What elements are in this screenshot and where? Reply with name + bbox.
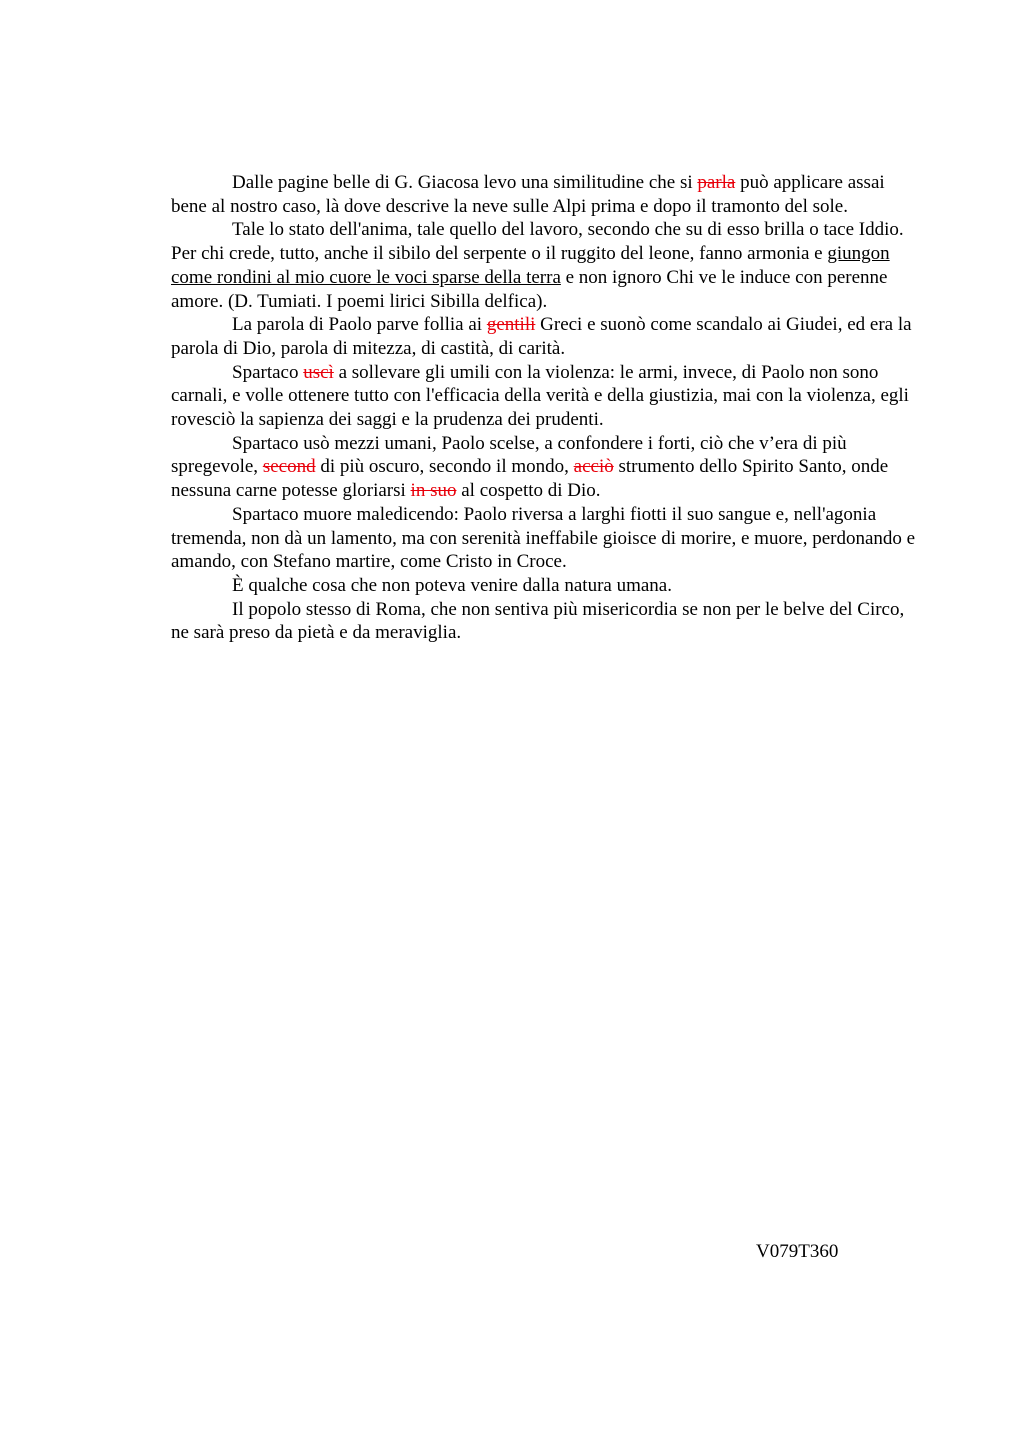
deleted-word: second <box>262 456 316 478</box>
text-segment: La parola di Paolo parve follia ai <box>232 314 487 336</box>
underlined-quote: giungon come rondini al mio cuore le voci sparse della terra <box>171 243 890 288</box>
text-segment: strumento dello Spirito Santo, onde nessuna carne potesse gloriarsi <box>171 456 889 502</box>
page-code: V079T360 <box>756 1241 839 1262</box>
paragraph <box>171 574 923 598</box>
text-segment: a sollevare gli umili con la violenza: le armi, invece, di Paolo non sono carnali, e volle ottenere tutto con l'efficacia della verità e della giustizia, mai con la violenza, egli rovesciò la sapienza dei saggi e la prudenza dei prudenti. <box>171 361 909 431</box>
text-segment: È qualche cosa che non poteva venire dalla natura umana. <box>232 574 672 596</box>
text-segment: di più oscuro, secondo il mondo, <box>315 456 574 478</box>
text-segment: Spartaco <box>232 361 304 383</box>
text-segment: Spartaco muore maledicendo: Paolo riversa a larghi fiotti il suo sangue e, nell'agonia tremenda, non dà un lamento, ma con serenità ineffabile gioisce di morire, e muore, perdonando e amando, con Stefano martire, come Cristo in Croce. <box>171 503 916 573</box>
deleted-word: parla <box>697 172 736 193</box>
paragraph <box>171 598 923 645</box>
paragraph <box>171 218 923 313</box>
paragraph <box>171 361 923 432</box>
paragraph <box>171 432 923 503</box>
deleted-word: uscì <box>303 361 334 383</box>
deleted-word: acciò <box>573 456 614 478</box>
text-segment: al cospetto di Dio. <box>456 480 601 502</box>
deleted-word: in suo <box>410 480 457 502</box>
document-body <box>171 171 923 645</box>
paragraph <box>171 313 923 360</box>
text-segment: e non ignoro Chi ve le induce con perenne amore. (D. Tumiati. I poemi lirici Sibilla delfica). <box>171 266 888 312</box>
text-segment: può applicare assai bene al nostro caso, là dove descrive la neve sulle Alpi prima e dopo il tramonto del sole. <box>171 172 885 217</box>
text-segment: Il popolo stesso di Roma, che non sentiva più misericordia se non per le belve del Circo, ne sarà preso da pietà e da meraviglia. <box>171 598 905 644</box>
text-segment: Spartaco usò mezzi umani, Paolo scelse, a confondere i forti, ciò che v’era di più spregevole, <box>171 432 847 478</box>
paragraph <box>171 171 923 218</box>
text-segment: Tale lo stato dell'anima, tale quello del lavoro, secondo che su di esso brilla o tace Iddio. Per chi crede, tutto, anche il sibilo del serpente o il ruggito del leone, fanno armonia e <box>171 219 904 265</box>
text-segment: Greci e suonò come scandalo ai Giudei, ed era la parola di Dio, parola di mitezza, di castità, di carità. <box>171 314 912 359</box>
text-segment: Dalle pagine belle di G. Giacosa levo una similitudine che si <box>232 172 698 193</box>
paragraph <box>171 503 923 574</box>
deleted-word: gentili <box>486 314 536 336</box>
